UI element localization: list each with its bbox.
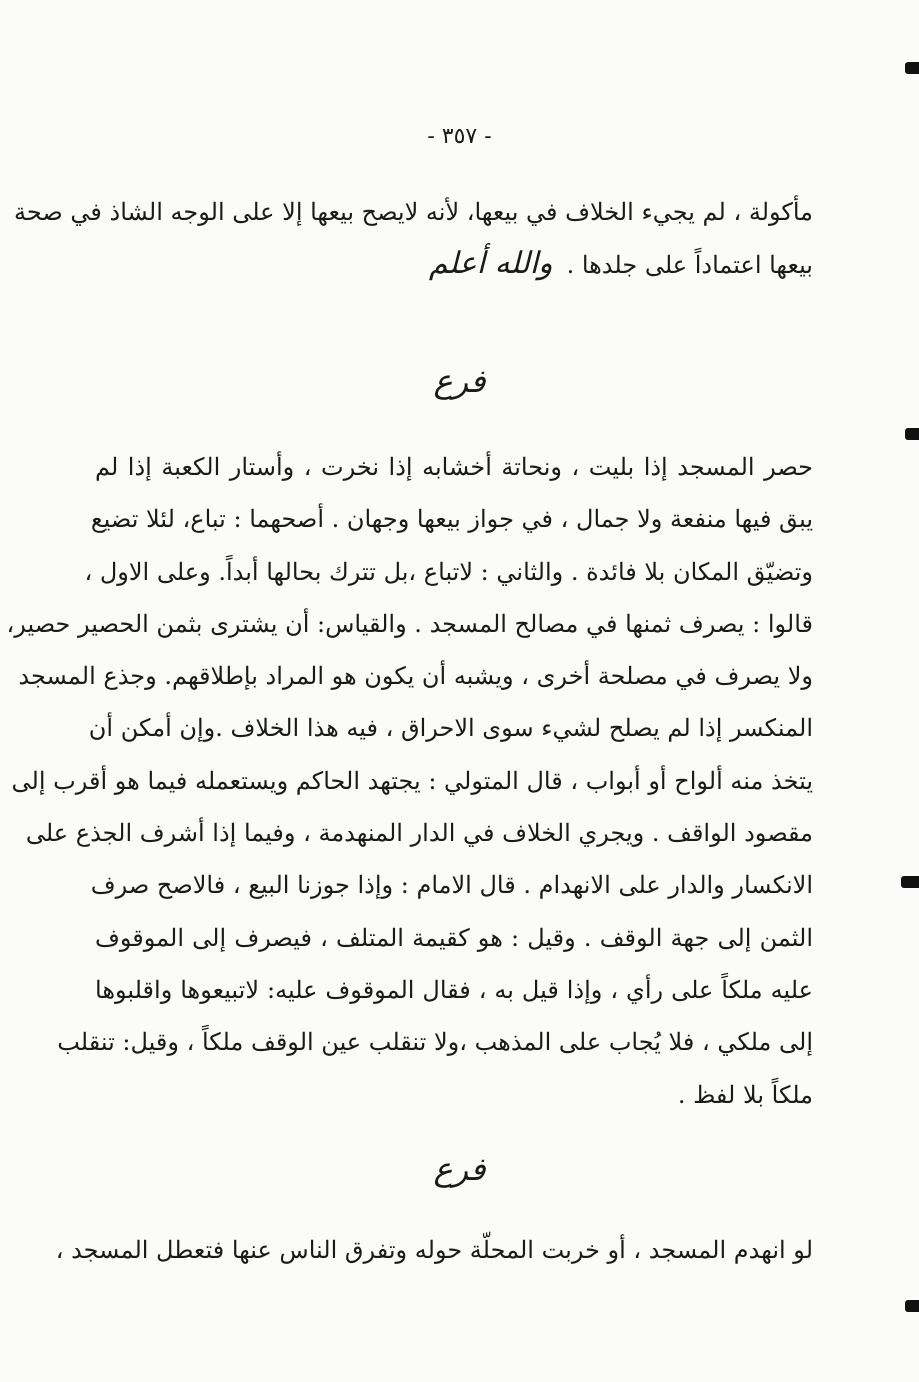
text-line: يتخذ منه ألواح أو أبواب ، قال المتولي : يجتهد الحاكم ويستعمله فيما هو أقرب إلى [11,766,813,795]
text-line: عليه ملكاً على رأي ، وإذا قيل به ، فقال الموقوف عليه: لاتبيعوها واقلبوها [95,975,813,1004]
text-line: ولا يصرف في مصلحة أخرى ، ويشبه أن يكون هو المراد بإطلاقهم. وجذع المسجد [18,662,813,691]
intro-line-1: مأكولة ، لم يجيء الخلاف في بيعها، لأنه لايصح بيعها إلا على الوجه الشاذ في صحة [14,198,813,226]
section-heading-1: فرع [433,362,486,400]
text-line: إلى ملكي ، فلا يُجاب على المذهب ،ولا تنقلب عين الوقف ملكاً ، وقيل: تنقلب [57,1028,813,1057]
text-line: قالوا : يصرف ثمنها في مصالح المسجد . والقياس: أن يشترى بثمن الحصير حصير، [6,609,813,638]
intro-paragraph [14,186,813,292]
text-line: وتضيّق المكان بلا فائدة . والثاني : لاتباع ،بل تترك بحالها أبداً. وعلى الاول ، [84,557,813,586]
intro-line-2 [95,238,813,291]
intro-line-2-text: بيعها اعتماداً على جلدها . [566,251,813,280]
scan-edge-mark [901,876,919,888]
text-line: ملكاً بلا لفظ . [677,1080,813,1109]
text-line: المنكسر إذا لم يصلح لشيء سوى الاحراق ، فيه هذا الخلاف .وإن أمكن أن [88,714,813,743]
text-line: يبق فيها منفعة ولا جمال ، في جواز بيعها وجهان . أصحهما : تباع، لئلا تضيع [90,505,813,534]
text-line: الانكسار والدار على الانهدام . قال الامام : وإذا جوزنا البيع ، فالاصح صرف [90,871,813,900]
page-number: - ٣٥٧ - [427,124,492,149]
scan-edge-mark [905,1300,919,1312]
text-line: لو انهدم المسجد ، أو خربت المحلّة حوله وتفرق الناس عنها فتعطل المسجد ، [55,1236,813,1264]
text-line: حصر المسجد إذا بليت ، ونحاتة أخشابه إذا نخرت ، وأستار الكعبة إذا لم [95,453,813,481]
scan-edge-mark [905,62,919,74]
text-line: الثمن إلى جهة الوقف . وقيل : هو كقيمة المتلف ، فيصرف إلى الموقوف [95,923,813,952]
scan-edge-mark [905,428,919,440]
closing-formula: والله أعلم [428,246,553,282]
text-line: مقصود الواقف . ويجري الخلاف في الدار المنهدمة ، وفيما إذا أشرف الجذع على [25,819,813,848]
section-heading-2: فرع [433,1150,486,1188]
section2-paragraph [55,1224,813,1276]
section1-paragraph [6,441,813,1121]
